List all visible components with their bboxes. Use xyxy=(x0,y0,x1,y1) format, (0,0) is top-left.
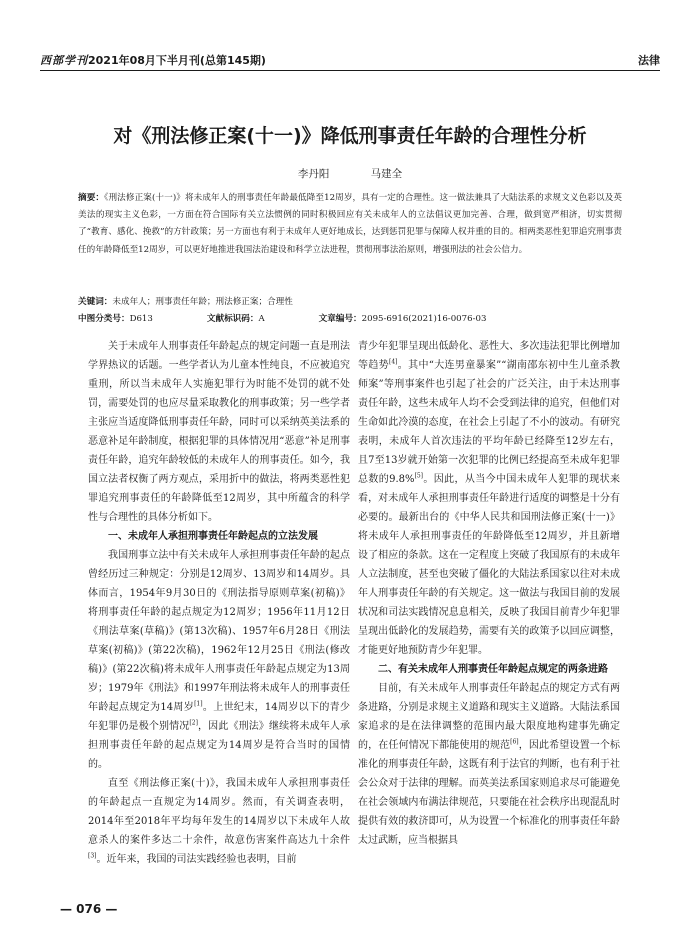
keywords-text: 未成年人；刑事责任年龄；刑法修正案；合理性 xyxy=(112,297,293,307)
body-paragraph: 我国刑事立法中有关未成年人承担刑事责任年龄的起点曾经历过三种规定：分别是12周岁、13周岁和14周岁。具体而言，1954年9月30日的《刑法指导原则草案(初稿)》将刑事责任年龄的起点规定为12周岁；1956年11月12日《刑法草案(草稿)》(第13次稿)、1957年6月28日《刑法草案(初稿)》(第22次稿)，1962年12月25日《刑法(修改稿)》(第22次稿)将未成年人刑事责任年龄起点规定为13周岁；1979年《刑法》和1997年刑法将未成年人的刑事责任年龄起点规定为14周岁[1]。上世纪末，14周岁以下的青少年犯罪仍是极个别情况[2]，因此《刑法》继续将未成年人承担刑事责任年龄的起点规定为14周岁是符合当时的国情的。 xyxy=(88,550,351,770)
header-left xyxy=(40,52,266,68)
section-heading: 一、未成年人承担刑事责任年龄起点的立法发展 xyxy=(108,531,318,542)
body-paragraph: 关于未成年人刑事责任年龄起点的规定问题一直是刑法学界热议的话题。一些学者认为儿童本性纯良，不应被追究重刑，所以当未成年人实施犯罪行为时能不处罚的就不处罚，需要处罚的也应尽量采取教化的刑事政策；另一些学者主张应当适度降低刑事责任年龄，同时可以采纳英美法系的恶意补足年龄制度，根据犯罪的具体情况用“恶意”补足刑事责任年龄，追究年龄较低的未成年人的刑事责任。如今，我国立法者权衡了两方观点，采用折中的做法，将两类恶性犯罪追究刑事责任的年龄降低至12周岁，其中所蕴含的科学性与合理性的具体分析如下。 xyxy=(88,341,350,523)
journal-logo: 西部学刊 xyxy=(40,54,88,67)
abstract-text: 《刑法修正案(十一)》将未成年人的刑事责任年龄最低降至12周岁，具有一定的合理性。这一做法兼具了大陆法系的求规文义色彩以及英美法的现实主义色彩，一方面在符合国际有关立法惯例的同时积极回应有关未成年人的立法倡议更加完善、合理，做到宽严相济，切实贯彻了“教育、感化、挽救”的方针政策；另一方面也有利于未成年人更好地成长，达到惩罚犯罪与保障人权并重的目的。相两类恶性犯罪追究刑事责任的年龄降低至12周岁，可以更好地推进我国法治建设和科学立法进程，贯彻刑事法治原则，增强刑法的社会公信力。 xyxy=(78,193,622,255)
body-column-right xyxy=(358,337,620,850)
keywords-label: 关键词： xyxy=(78,297,113,307)
classification-row xyxy=(78,312,622,326)
header-rule xyxy=(40,70,660,71)
citation-marker: [3] xyxy=(88,852,97,860)
citation-marker: [2] xyxy=(189,719,198,727)
clc-number: 中图分类号：D613 xyxy=(78,314,153,324)
body-paragraph: 目前，有关未成年人刑事责任年龄起点的规定方式有两条进路，分别是求规主义道路和现实主义道路。大陆法系国家追求的是在法律调整的范围内最大限度地构建事先确定的，在任何情况下都能使用的规范[6]，因此希望设置一个标准化的刑事责任年龄，这既有利于法官的判断，也有利于社会公众对于法律的理解。而英美法系国家则追求尽可能避免在社会领域内布满法律规范，只要能在社会秩序出现混乱时提供有效的救济即可，从为设置一个标准化的刑事责任年龄太过武断，应当根据具 xyxy=(358,683,621,846)
document-code: 文献标识码：A xyxy=(206,314,265,324)
body-paragraph-continued: 青少年犯罪呈现出低龄化、恶性大、多次违法犯罪比例增加等趋势[4]。其中“大连男童暴案”“湖南邵东初中生儿童杀教师案”等刑事案件也引起了社会的广泛关注，由于未达刑事责任年龄，这些未成年人均不会受到法律的追究，但他们对生命如此冷漠的态度，在社会上引起了不小的波动。有研究表明，未成年人首次违法的平均年龄已经降至12岁左右，且7至13岁就开始第一次犯罪的比例已经提高至未成年犯罪总数的9.8%[5]。因此，从当今中国未成年人犯罪的现状来看，对未成年人承担刑事责任年龄进行适度的调整是十分有必要的。最新出台的《中华人民共和国刑法修正案(十一)》将未成年人承担刑事责任的年龄降低至12周岁，并且新增设了相应的条款。这在一定程度上突破了我国原有的未成年人立法制度，甚至也突破了僵化的大陆法系国家以往对未成年人刑事责任年龄的有关规定。这一做法与我国目前的发展状况和司法实践情况息息相关，反映了我国目前青少年犯罪呈现出低龄化的发展趋势，需要有关的政策予以回应调整，才能更好地预防青少年犯罪。 xyxy=(358,341,621,656)
section-heading: 二、有关未成年人刑事责任年龄起点规定的两条进路 xyxy=(378,664,608,675)
author-name: 马建全 xyxy=(370,168,403,180)
citation-marker: [6] xyxy=(510,738,519,746)
citation-marker: [4] xyxy=(388,358,398,366)
citation-marker: [1] xyxy=(194,700,203,708)
citation-marker: [5] xyxy=(414,472,424,480)
body-paragraph: 直至《刑法修正案(十)》，我国未成年人承担刑事责任的年龄起点一直规定为14周岁。然而，有关调查表明，2014年至2018年平均每年发生的14周岁以下未成年人故意杀人的案件多达二十余件，故意伤害案件高达九十余件[3]。近年来，我国的司法实践经验也表明，目前 xyxy=(88,778,350,865)
article-number: 文章编号：2095-6916(2021)16-0076-03 xyxy=(318,314,487,324)
body-column-left xyxy=(88,337,350,869)
article-title: 对《刑法修正案(十一)》降低刑事责任年龄的合理性分析 xyxy=(113,124,587,147)
page-number: — 076 — xyxy=(60,902,118,916)
author-name: 李丹阳 xyxy=(297,168,330,180)
abstract xyxy=(78,190,622,259)
running-header xyxy=(40,50,660,68)
keywords xyxy=(78,294,622,310)
issue-info: 2021年08月下半月刊(总第145期) xyxy=(88,54,266,67)
section-label: 法律 xyxy=(638,54,660,67)
author-list xyxy=(40,166,660,181)
abstract-label: 摘要： xyxy=(78,193,105,203)
